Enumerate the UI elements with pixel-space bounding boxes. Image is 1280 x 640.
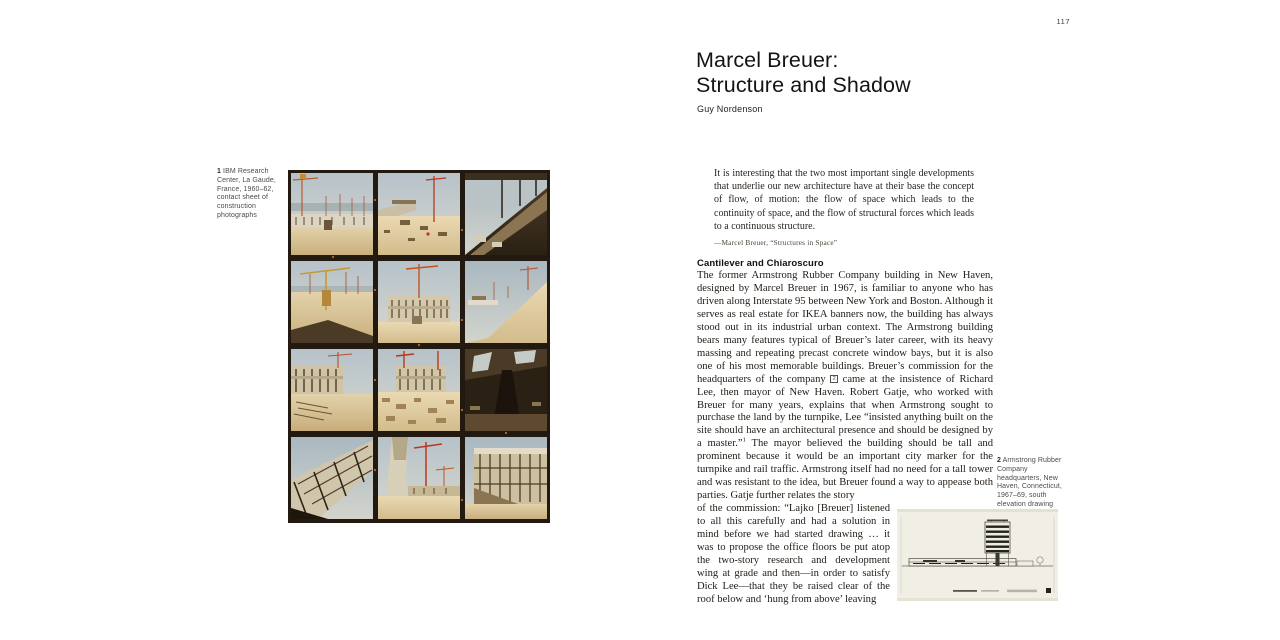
epigraph-attribution: —Marcel Breuer, “Structures in Space” <box>714 237 838 247</box>
author-byline: Guy Nordenson <box>697 104 763 114</box>
epigraph <box>714 167 974 249</box>
figure-2-caption-text: Armstrong Rubber Company headquarters, New Haven, Connecticut, 1967–69, south elevation drawing <box>997 457 1062 508</box>
elevation-drawing-figure <box>897 509 1058 601</box>
contact-sheet-image <box>288 170 550 523</box>
figure-1-caption-text: IBM Research Center, La Gaude, France, 1960–62, contact sheet of construction photographs <box>217 168 276 219</box>
body-paragraph-wrapped: of the commission: “Lajko [Breuer] listened to all this carefully and had a solution in mind before we had started drawing … it was to propose the office floors be put atop the two-story research and development wing at grade and then—in order to satisfy Dick Lee—that they be raised clear of the roof below and ‘hung from above’ leaving <box>697 503 890 605</box>
figure-1-number: 1 <box>217 168 221 175</box>
footnote-reference: 1 <box>742 436 746 444</box>
section-heading: Cantilever and Chiaroscuro <box>697 258 824 269</box>
figure-1-caption <box>217 168 289 221</box>
contact-sheet-photo <box>288 170 550 523</box>
epigraph-text: It is interesting that the two most important single developments that underlie our new architecture have at their base the concept of flow, of motion: the flow of space which leads to the continuity of space, and the flow of structural forces which leads to a continuous structure. <box>714 168 974 232</box>
page-title <box>696 48 1076 98</box>
page-number: 117 <box>1056 17 1070 26</box>
elevation-drawing-image <box>897 509 1058 601</box>
body-text-1: The former Armstrong Rubber Company building in New Haven, designed by Marcel Breuer in 1967, is familiar to anyone who has driven along Interstate 95 between New York and Boston. Although it serves as real estate for IKEA banners now, the building has always stood out in its industrial urban context. The Armstrong building bears many features typical of Breuer’s later career, with its heavy massing and repeating precast concrete window bays, but it is also one of his most memorable buildings. Breuer’s commission for the headquarters of the company <box>697 270 993 385</box>
figure-2-caption <box>997 457 1069 510</box>
title-line-1: Marcel Breuer: <box>696 48 839 72</box>
title-line-2: Structure and Shadow <box>696 73 911 97</box>
figure-reference-box: 2 <box>830 375 838 383</box>
figure-2-number: 2 <box>997 457 1001 464</box>
body-text-2: came at the insistence of Richard Lee, then mayor of New Haven. Robert Gatje, who worked with Breuer for many years, explains that when Armstrong sought to purchase the land by the turnpike, Lee “insisted anything built on the site should have an architectural presence and should be designed by a master.” <box>697 373 993 450</box>
body-text-3: The mayor believed the building should be tall and prominent because it would be an important city marker for the turnpike and rail traffic. Armstrong itself had no need for a tall tower and was resistant to the idea, but Breuer found a way to appease both parties. Gatje further relates the story <box>697 438 993 502</box>
body-paragraph <box>697 270 993 503</box>
